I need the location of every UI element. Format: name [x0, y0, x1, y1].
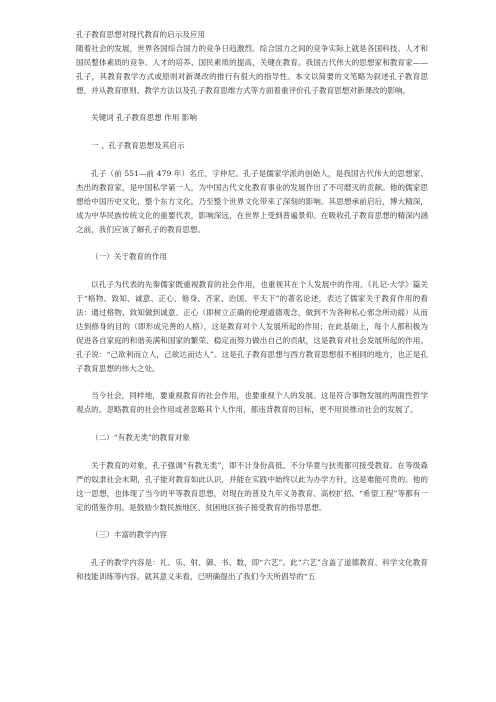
subsection-heading-1: （一）关于教育的作用 — [91, 252, 167, 262]
document-page — [76, 28, 428, 584]
abstract-paragraph: 随着社会的发展，世界各国综合国力的竞争日趋激烈。综合国力之间的竞争实际上就是各国科技、人才和国民整体素质的竞争。人才的培养、国民素质的提高，关键在教育。我国古代伟大的思想家和教育家——孔子，其教育教学方式或原则对新课改的推行有很大的指导性。本文以简要的文笔略为叙述孔子教育思想，并从教育原则、教学方法以及孔子教育思维方式等方面着重评价孔子教育思想对新课改的影响。 — [76, 43, 428, 95]
section-1-paragraph: 孔子（前 551—前 479 年）名丘，字仲尼。孔子是儒家学派的创始人，是我国古代伟大的思想家、杰出的教育家，是中国私学第一人，为中国古代文化教育事业的发展作出了不可磨灭的贡献。他的儒家思想给中国历史文化，整个东方文化，乃至整个世界文化带来了深刻的影响。其思想承前启后，博大精深，成为中华民族传统文化的重要代表，影响深远，在世界上受到普遍景仰。在吸收孔子教育思想的精深内涵之前，我们应该了解孔子的教育思想。 — [76, 169, 428, 234]
keywords-line: 关键词 孔子教育思想 作用 影响 — [91, 113, 197, 123]
section-heading-1: 一 、孔子教育思想及其启示 — [91, 141, 185, 151]
document-title: 孔子教育思想对现代教育的启示及应用 — [76, 30, 206, 39]
subsection-heading-2: （二）“有教无类”的教育对象 — [91, 433, 190, 443]
subsection-3-paragraph: 孔子的教学内容是：礼、乐、射、御、书、数，即“六艺”。此“六艺”含盖了道德教育、科学文化教育和技能训练等内容。就其意义来看，已明确提出了我们今天所倡导的“五 — [76, 558, 428, 582]
subsection-2-paragraph: 关于教育的对象，孔子强调“有教无类”，即不计身份高低、不分华夏与狄夷都可接受教育。在等级森严的奴隶社会末期，孔子能对教育如此认识，并能在实践中始终以此为办学方针，这是难能可贵的。他的这一思想，也体现了当今的平等教育思想，对现在的普及九年义务教育、高校扩招、“希望工程”等都有一定的借鉴作用。是鼓励少数民族地区、贫困地区孩子接受教育的指导思想。 — [76, 460, 428, 512]
subsection-1-paragraph-1: 以孔子为代表的先秦儒家既重视教育的社会作用，也重视其在个人发展中的作用。《礼记·大学》篇关于“格物、致知、诚意、正心、修身、齐家、治国、平天下”的著名论述，表达了儒家关于教育作用的看法：通过格物、致知做到诚意、正心（即树立正确的伦理道德观念，做到不为各种私心邪念所动摇）从而达到修身的目的（即形成完善的人格），这是教育对个人发展所起的作用；在此基础上，每个人都积极为促进各自家庭的和谐美满和国家的繁荣、稳定而努力做出自己的贡献，这是教育对社会发展所起的作用。孔子说：“己欲利而立人，己欲达而达人”。这是孔子教育思想与西方教育思想很不相同的地方，也正是孔子教育思想的伟大之处。 — [76, 280, 428, 373]
subsection-heading-3: （三）丰富的教学内容 — [91, 530, 167, 540]
subsection-1-paragraph-2: 当今社会，同样地，要重视教育的社会作用，也要重视个人的发展。这是符合事物发展的两面性哲学观点的。忽略教育的社会作用或者忽略其个人作用，都违背教育的目标，更不用说推动社会的发展了。 — [76, 391, 428, 415]
